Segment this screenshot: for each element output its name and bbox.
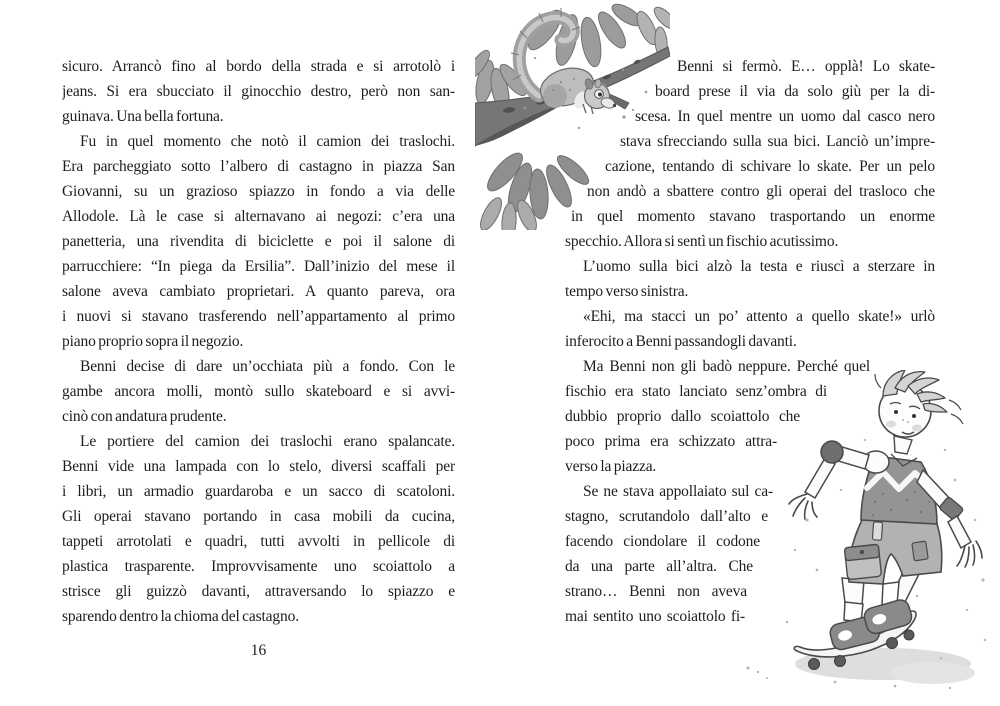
text-line: tempo verso sinistra.	[565, 283, 689, 300]
text-line: mai sentito uno scoiattolo fi-	[565, 608, 745, 625]
text-line: poco prima era schizzato attra-	[565, 433, 777, 450]
text-line: dubbio proprio dallo scoiattolo che	[565, 408, 800, 425]
text-line: Allodole. Là le case si alternavano ai negozi: c’era una	[62, 208, 455, 225]
text-line: parrucchiere: “In piega da Ersilia”. Dall’inizio del mese il	[62, 258, 455, 275]
text-line: cazione, tentando di schivare lo skate. Per un pelo	[605, 158, 935, 175]
text-line: Fu in quel momento che notò il camion dei traslochi.	[80, 133, 455, 150]
text-line: sparendo dentro la chioma del castagno.	[62, 608, 299, 625]
text-line: strano… Benni non aveva	[565, 583, 747, 600]
text-line: facendo ciondolare il codone	[565, 533, 760, 550]
text-line: in quel momento stavano trasportando un enorme	[571, 208, 935, 225]
text-line: gambe ancora molli, montò sullo skateboard e si avvi-	[62, 383, 455, 400]
text-line: Benni si fermò. E… opplà! Lo skate-	[677, 58, 935, 75]
text-line: stava sfrecciando sulla sua bici. Lanciò un’impre-	[620, 133, 935, 150]
text-line: guinava. Una bella fortuna.	[62, 108, 224, 125]
text-line: Giovanni, su un grazioso spiazzo in fondo a via delle	[62, 183, 455, 200]
text-line: salone aveva cambiato proprietari. A quanto pareva, ora	[62, 283, 455, 300]
text-line: da una parte all’altra. Che	[565, 558, 753, 575]
text-line: verso la piazza.	[565, 458, 657, 475]
text-line: Era parcheggiato sotto l’albero di castagno in piazza San	[62, 158, 455, 175]
text-line: inferocito a Benni passandogli davanti.	[565, 333, 797, 350]
text-line: specchio. Allora si sentì un fischio acutissimo.	[565, 233, 839, 250]
cargo-shorts	[844, 518, 941, 584]
text-line: sicuro. Arrancò fino al bordo della strada e si arrotolò i	[62, 58, 455, 75]
text-line: scesa. In quel mentre un uomo dal casco nero	[635, 108, 935, 125]
text-line: «Ehi, ma stacci un po’ attento a quello skate!» urlò	[583, 308, 935, 325]
text-line: Benni vide una lampada con lo stelo, diversi scaffali per	[62, 458, 455, 475]
text-line: i libri, un armadio guardaroba e un sacco di scatoloni.	[62, 483, 455, 500]
text-line: Se ne stava appollaiato sul ca-	[583, 483, 773, 500]
text-line: piano proprio sopra il negozio.	[62, 333, 244, 350]
text-line: non andò a sbattere contro gli operai del trasloco che	[587, 183, 935, 200]
left-page-text	[62, 54, 455, 629]
boy-skateboard-illustration	[745, 370, 1000, 706]
text-line: i nuovi si stavano trasferendo nell’appartamento al primo	[62, 308, 455, 325]
text-line: tappeti arrotolati e quadri, tutti avvolti in pellicole di	[62, 533, 455, 550]
text-line: board prese il via da solo giù per la di-	[655, 83, 935, 100]
text-line: Ma Benni non gli badò neppure. Perché quel	[583, 358, 870, 375]
text-line: cinò con andatura prudente.	[62, 408, 227, 425]
text-line: jeans. Si era sbucciato il ginocchio destro, però non san-	[62, 83, 455, 100]
text-line: Gli operai stavano portando in casa mobili da cucina,	[62, 508, 455, 525]
text-line: panetteria, una rivendita di biciclette e poi il salone di	[62, 233, 455, 250]
text-line: plastica trasparente. Improvvisamente uno scoiattolo a	[62, 558, 455, 575]
text-line: stagno, scrutandolo dall’alto e	[565, 508, 768, 525]
text-line: strisce gli guizzò davanti, attraversando lo spiazzo e	[62, 583, 455, 600]
head	[875, 370, 963, 466]
text-line: fischio era stato lanciato senz’ombra di	[565, 383, 827, 400]
text-line: Benni decise di dare un’occhiata più a fondo. Con le	[80, 358, 455, 375]
text-line: Le portiere del camion dei traslochi erano spalancate.	[80, 433, 455, 450]
text-line: L’uomo sulla bici alzò la testa e riuscì a sterzare in	[583, 258, 935, 275]
page-number: 16	[250, 642, 267, 659]
